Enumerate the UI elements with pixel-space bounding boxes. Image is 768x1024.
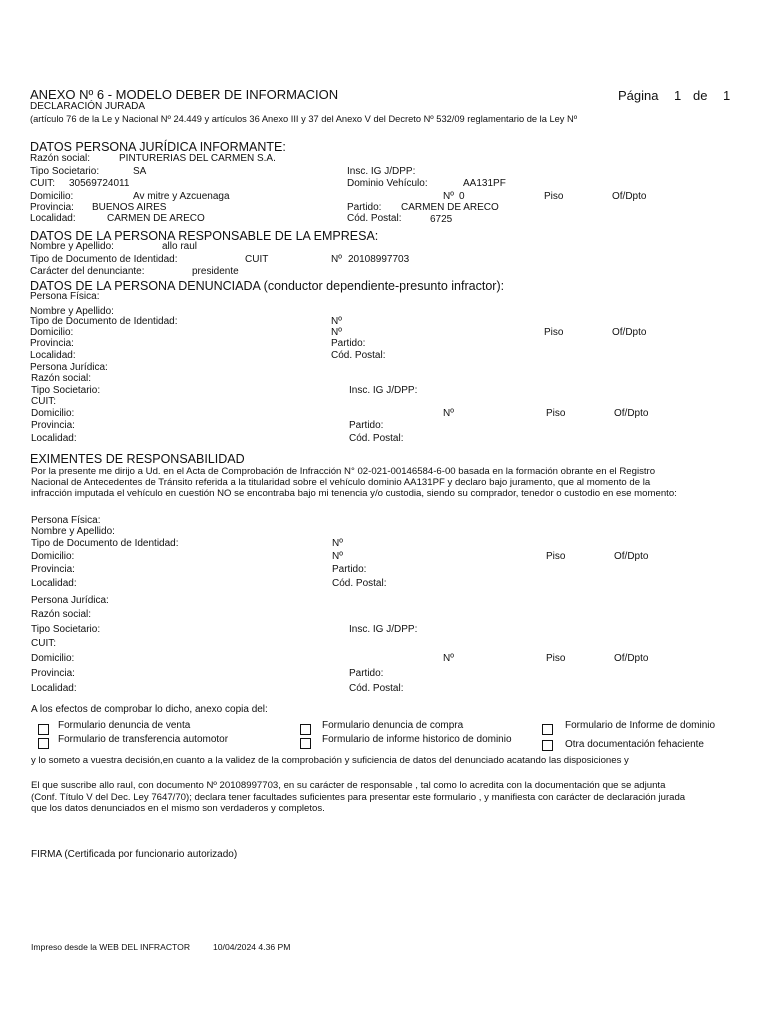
ex-cuit-label: CUIT: bbox=[31, 638, 56, 649]
localidad-value: CARMEN DE ARECO bbox=[107, 213, 205, 224]
den-j-localidad-label: Localidad: bbox=[31, 433, 77, 444]
eximentes-heading: EXIMENTES DE RESPONSABILIDAD bbox=[30, 452, 245, 466]
resp-tipo-doc-label: Tipo de Documento de Identidad: bbox=[30, 254, 178, 265]
razon-social-label: Razón social: bbox=[30, 153, 91, 164]
ex-j-num-label: Nº bbox=[443, 653, 454, 664]
den-insc-label: Insc. IG J/DPP: bbox=[349, 385, 418, 396]
subtitle: DECLARACIÓN JURADA bbox=[30, 101, 146, 112]
den-fisica-label: Persona Física: bbox=[30, 291, 100, 302]
den-provincia-label: Provincia: bbox=[30, 338, 74, 349]
opt-denuncia-compra-label: Formulario denuncia de compra bbox=[322, 720, 464, 731]
tipo-societario-label: Tipo Societario: bbox=[30, 166, 100, 177]
den-num-label: Nº bbox=[331, 316, 342, 327]
ex-insc-label: Insc. IG J/DPP: bbox=[349, 624, 418, 635]
dominio-label: Dominio Vehículo: bbox=[347, 178, 428, 189]
eximentes-para-line1: Por la presente me dirijo a Ud. en el Acta de Comprobación de Infracción N° 02-021-00146584-6-00 basada en la formación obrante en el Registro bbox=[31, 466, 656, 477]
opt-transferencia-label: Formulario de transferencia automotor bbox=[58, 734, 229, 745]
den-j-domicilio-label: Domicilio: bbox=[31, 408, 75, 419]
eximentes-para-line2: Nacional de Antecedentes de Tránsito referida a la titularidad sobre el vehículo dominio AA131PF y declaro bajo juramento, que al momento de la bbox=[31, 477, 651, 488]
ex-fisica-label: Persona Física: bbox=[31, 515, 101, 526]
den-domicilio-label: Domicilio: bbox=[30, 327, 74, 338]
ex-nombre-label: Nombre y Apellido: bbox=[31, 526, 115, 537]
den-cuit-label: CUIT: bbox=[31, 396, 56, 407]
declaracion-line1: El que suscribe allo raul, con documento Nº 20108997703, en su carácter de responsable , tal como lo acredita con la documentación que se adjunta bbox=[31, 780, 666, 791]
ex-dom-num-label: Nº bbox=[332, 551, 343, 562]
denunciada-heading-main: DATOS DE LA PERSONA DENUNCIADA bbox=[30, 279, 261, 293]
anexo-intro: A los efectos de comprobar lo dicho, anexo copia del: bbox=[31, 704, 268, 715]
den-localidad-label: Localidad: bbox=[30, 350, 76, 361]
resp-num-value: 20108997703 bbox=[348, 254, 410, 265]
declaracion-line3: que los datos denunciados en el mismo son verdaderos y completos. bbox=[31, 803, 325, 814]
dominio-value: AA131PF bbox=[463, 178, 506, 189]
cuit-value: 30569724011 bbox=[69, 178, 130, 189]
ex-ofdpto-label: Of/Dpto bbox=[614, 551, 649, 562]
den-j-provincia-label: Provincia: bbox=[31, 420, 75, 431]
ex-num-label: Nº bbox=[332, 538, 343, 549]
den-juridica-label: Persona Jurídica: bbox=[30, 362, 108, 373]
den-j-cp-label: Cód. Postal: bbox=[349, 433, 404, 444]
informante-heading: DATOS PERSONA JURÍDICA INFORMANTE: bbox=[30, 140, 286, 154]
ex-j-provincia-label: Provincia: bbox=[31, 668, 75, 679]
piso-label: Piso bbox=[544, 191, 564, 202]
den-j-ofdpto-label: Of/Dpto bbox=[614, 408, 649, 419]
ex-tipo-soc-label: Tipo Societario: bbox=[31, 624, 101, 635]
ex-tipo-doc-label: Tipo de Documento de Identidad: bbox=[31, 538, 179, 549]
ex-partido-label: Partido: bbox=[332, 564, 367, 575]
someto-text: y lo someto a vuestra decisión,en cuanto a la validez de la comprobación y suficiencia de datos del denunciado acatando las disposiciones y bbox=[31, 755, 629, 766]
opt-denuncia-venta-label: Formulario denuncia de venta bbox=[58, 720, 191, 731]
insc-label: Insc. IG J/DPP: bbox=[347, 166, 416, 177]
localidad-label: Localidad: bbox=[30, 213, 76, 224]
page-number: 1 bbox=[674, 88, 682, 103]
provincia-label: Provincia: bbox=[30, 202, 74, 213]
resp-tipo-doc-value: CUIT bbox=[245, 254, 269, 265]
page-total: 1 bbox=[723, 88, 731, 103]
den-razon-label: Razón social: bbox=[31, 373, 92, 384]
checkbox-denuncia-venta[interactable] bbox=[38, 724, 49, 735]
den-partido-label: Partido: bbox=[331, 338, 366, 349]
ex-domicilio-label: Domicilio: bbox=[31, 551, 75, 562]
den-ofdpto-label: Of/Dpto bbox=[612, 327, 647, 338]
numero-label: Nº bbox=[443, 191, 454, 202]
ex-cp-label: Cód. Postal: bbox=[332, 578, 387, 589]
resp-caracter-label: Carácter del denunciante: bbox=[30, 266, 145, 277]
checkbox-transferencia[interactable] bbox=[38, 738, 49, 749]
page-label: Página bbox=[618, 88, 659, 103]
checkbox-otra-documentacion[interactable] bbox=[542, 740, 553, 751]
den-j-num-label: Nº bbox=[443, 408, 454, 419]
cod-postal-label: Cód. Postal: bbox=[347, 213, 402, 224]
resp-num-label: Nº bbox=[331, 254, 342, 265]
ex-piso-label: Piso bbox=[546, 551, 566, 562]
denunciada-heading-sub: (conductor dependiente-presunto infractor): bbox=[263, 279, 505, 293]
cuit-label: CUIT: bbox=[30, 178, 55, 189]
den-piso-label: Piso bbox=[544, 327, 564, 338]
opt-otra-documentacion-label: Otra documentación fehaciente bbox=[565, 739, 704, 750]
checkbox-informe-dominio[interactable] bbox=[542, 724, 553, 735]
resp-nombre-label: Nombre y Apellido: bbox=[30, 241, 114, 252]
partido-value: CARMEN DE ARECO bbox=[401, 202, 499, 213]
resp-nombre-value: allo raul bbox=[162, 241, 198, 252]
ex-j-piso-label: Piso bbox=[546, 653, 566, 664]
ex-j-localidad-label: Localidad: bbox=[31, 683, 77, 694]
firma-label: FIRMA (Certificada por funcionario autorizado) bbox=[31, 849, 238, 860]
checkbox-denuncia-compra[interactable] bbox=[300, 724, 311, 735]
ex-j-partido-label: Partido: bbox=[349, 668, 384, 679]
page-of: de bbox=[693, 88, 708, 103]
cod-postal-value: 6725 bbox=[430, 214, 453, 225]
eximentes-para-line3: infracción imputada el vehículo en cuestión NO se encontraba bajo mi tenencia y/o custodia, siendo su comprador, tenedor o custodio en ese momento: bbox=[31, 488, 677, 499]
den-cp-label: Cód. Postal: bbox=[331, 350, 386, 361]
den-dom-num-label: Nº bbox=[331, 327, 342, 338]
domicilio-value: Av mitre y Azcuenaga bbox=[133, 191, 230, 202]
form-title: ANEXO Nº 6 - MODELO DEBER DE INFORMACION bbox=[30, 87, 339, 102]
responsable-heading: DATOS DE LA PERSONA RESPONSABLE DE LA EMPRESA: bbox=[30, 229, 379, 243]
den-tipo-soc-label: Tipo Societario: bbox=[31, 385, 101, 396]
razon-social-value: PINTURERIAS DEL CARMEN S.A. bbox=[119, 153, 276, 164]
opt-informe-dominio-label: Formulario de Informe de dominio bbox=[565, 720, 716, 731]
ex-provincia-label: Provincia: bbox=[31, 564, 75, 575]
domicilio-label: Domicilio: bbox=[30, 191, 74, 202]
declaracion-line2: (Conf. Título V del Dec. Ley 7647/70); declara tener facultades suficientes para presentar este formulario , y manifiesta con carácter de declaración jurada bbox=[31, 792, 686, 803]
tipo-societario-value: SA bbox=[133, 166, 147, 177]
ex-razon-label: Razón social: bbox=[31, 609, 92, 620]
ex-localidad-label: Localidad: bbox=[31, 578, 77, 589]
denunciada-heading bbox=[30, 279, 504, 293]
ex-juridica-label: Persona Jurídica: bbox=[31, 595, 109, 606]
numero-value: 0 bbox=[459, 191, 465, 202]
den-j-piso-label: Piso bbox=[546, 408, 566, 419]
footer-impreso: Impreso desde la WEB DEL INFRACTOR bbox=[31, 942, 191, 952]
legal-reference: (artículo 76 de la Le y Nacional Nº 24.449 y artículos 36 Anexo III y 37 del Anexo V del Decreto Nº 532/09 reglamentario de la Ley Nº bbox=[30, 114, 578, 124]
den-tipo-doc-label: Tipo de Documento de Identidad: bbox=[30, 316, 178, 327]
ex-j-domicilio-label: Domicilio: bbox=[31, 653, 75, 664]
checkbox-historico-dominio[interactable] bbox=[300, 738, 311, 749]
opt-historico-dominio-label: Formulario de informe historico de dominio bbox=[322, 734, 512, 745]
partido-label: Partido: bbox=[347, 202, 382, 213]
ex-j-ofdpto-label: Of/Dpto bbox=[614, 653, 649, 664]
den-j-partido-label: Partido: bbox=[349, 420, 384, 431]
footer-fecha: 10/04/2024 4.36 PM bbox=[213, 942, 291, 952]
ex-j-cp-label: Cód. Postal: bbox=[349, 683, 404, 694]
resp-caracter-value: presidente bbox=[192, 266, 239, 277]
den-nombre-label: Nombre y Apellido: bbox=[30, 306, 114, 317]
provincia-value: BUENOS AIRES bbox=[92, 202, 167, 213]
ofdpto-label: Of/Dpto bbox=[612, 191, 647, 202]
